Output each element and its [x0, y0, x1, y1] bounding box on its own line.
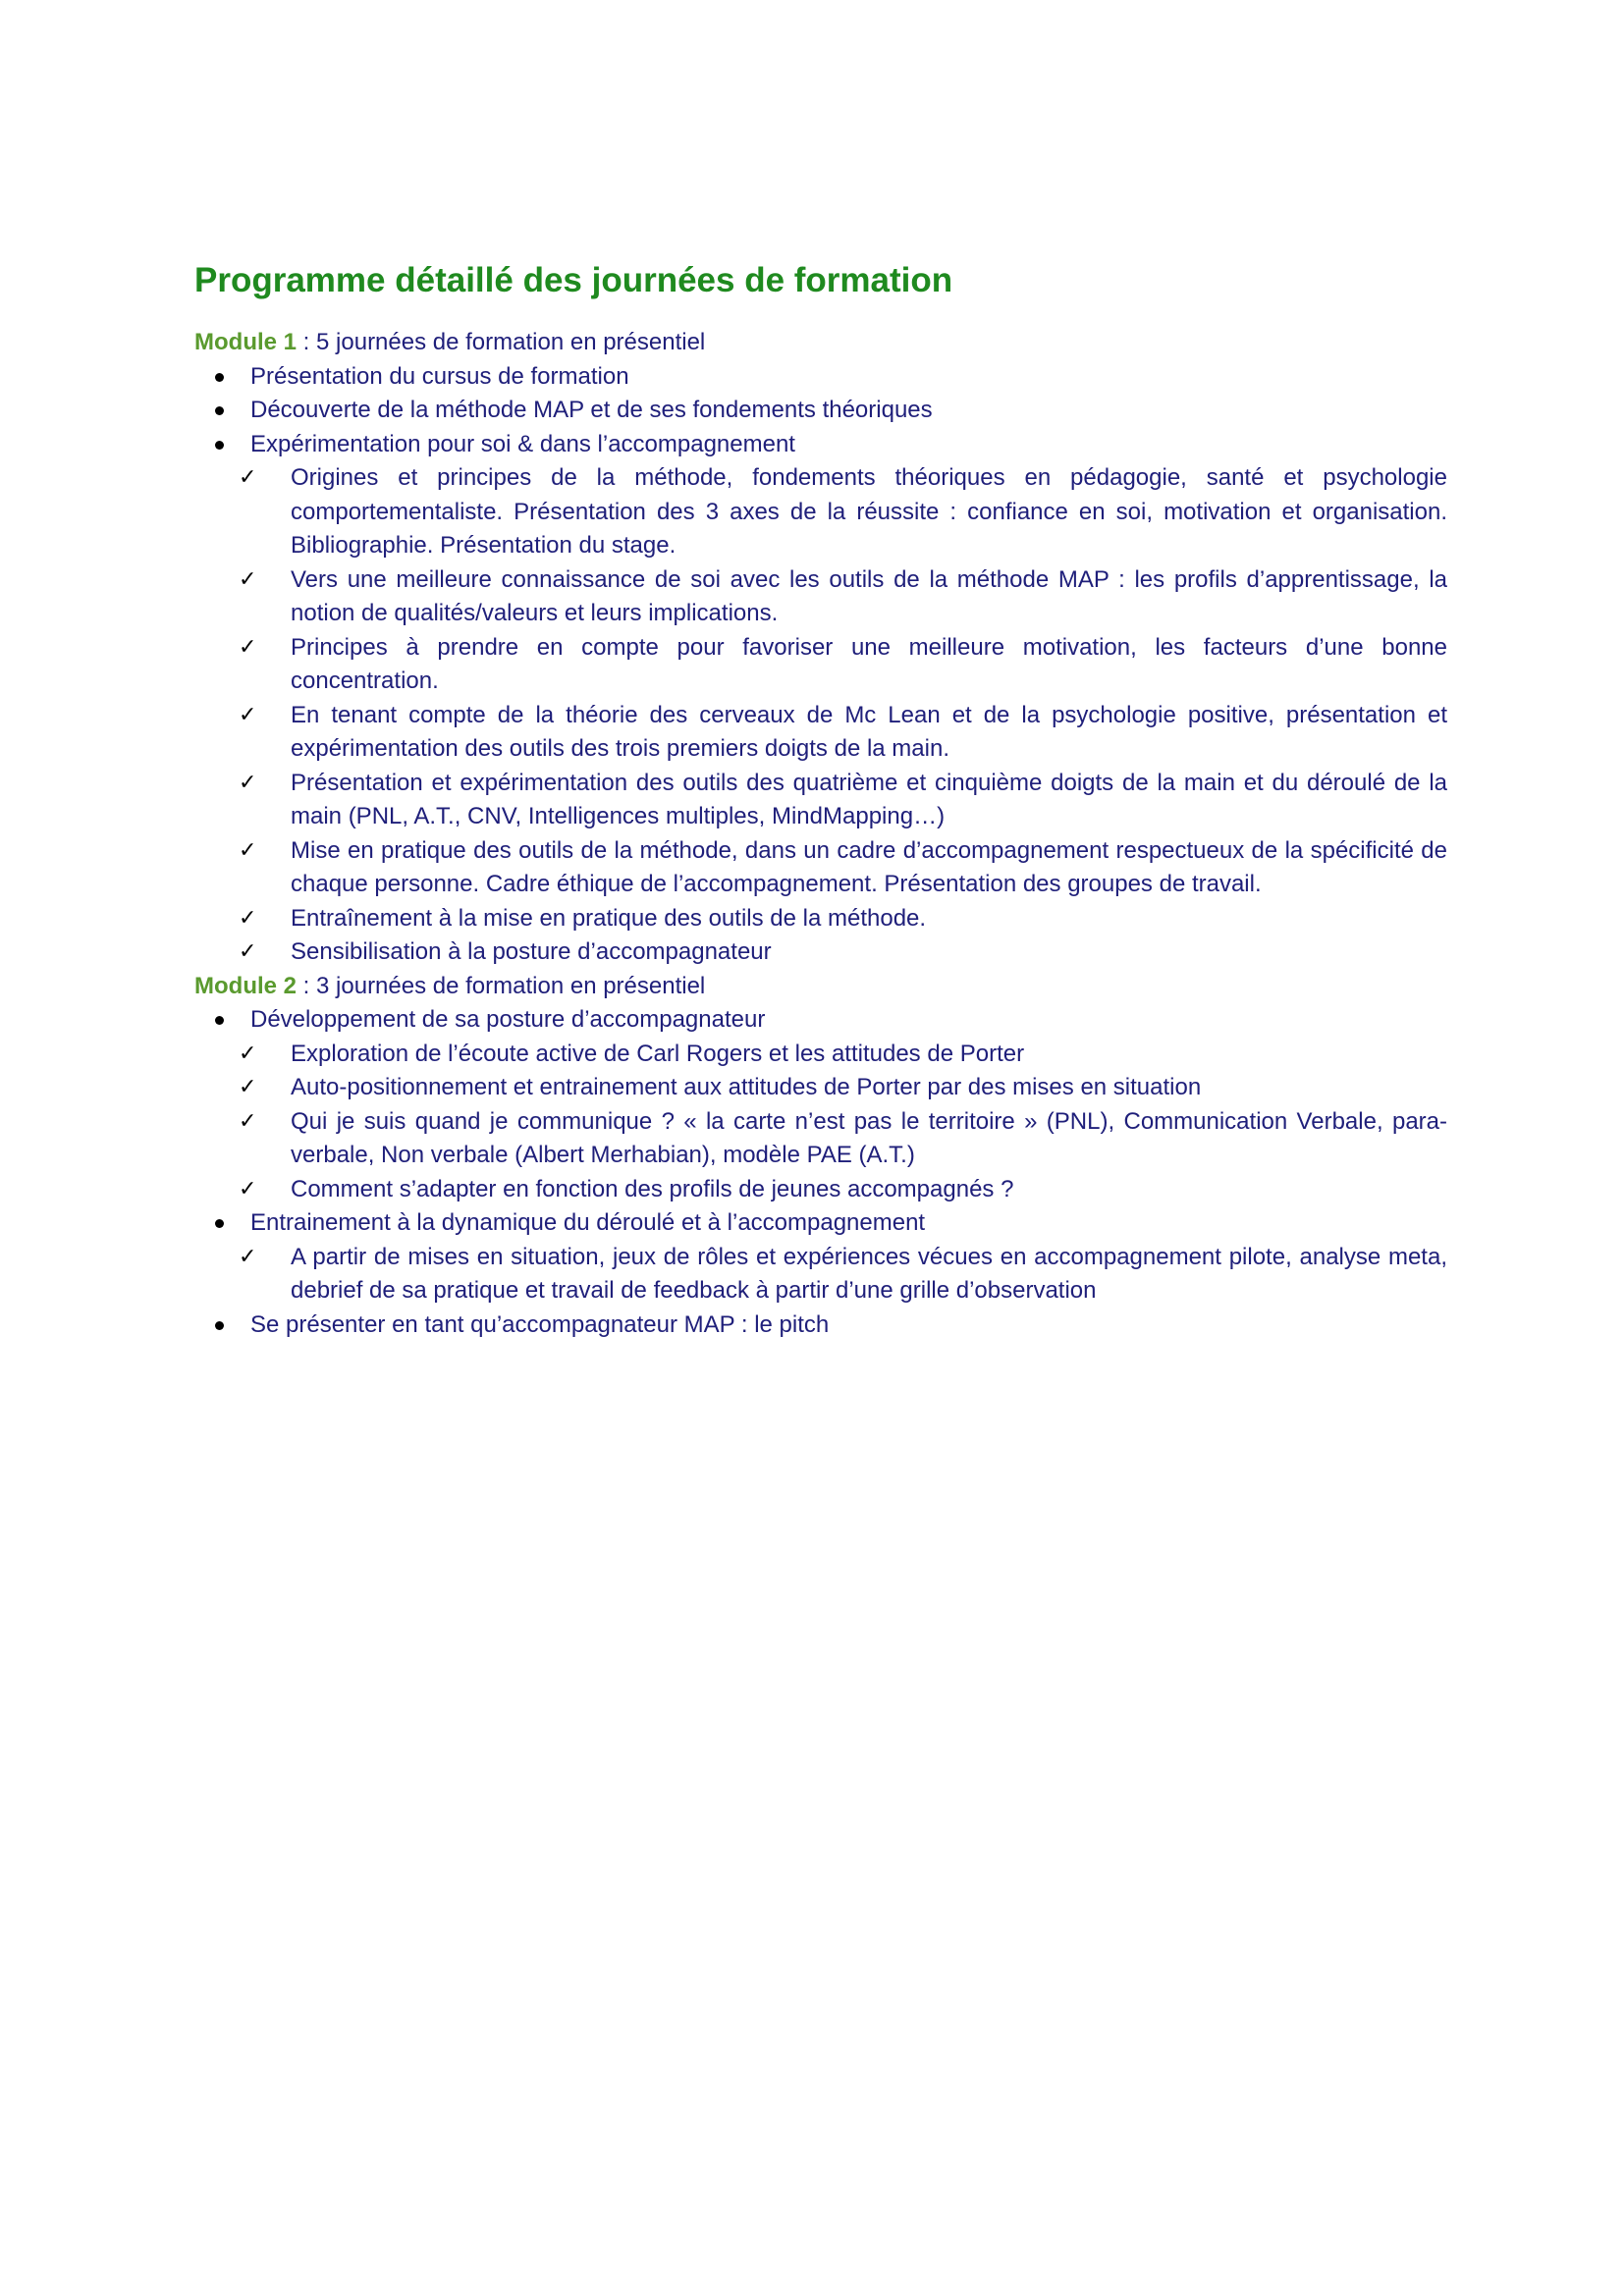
module-2-description: : 3 journées de formation en présentiel: [297, 972, 706, 999]
module-2-heading: [194, 970, 1447, 1004]
check-item: [239, 631, 1447, 699]
check-text: A partir de mises en situation, jeux de rôles et expériences vécues en accompagnement pilote, analyse meta, debrief de sa pratique et travail de feedback à partir d’une grille d’observation: [291, 1243, 1447, 1304]
list-item: [194, 360, 1447, 395]
module-2-name: Module 2: [194, 972, 298, 999]
check-text: En tenant compte de la théorie des cerveaux de Mc Lean et de la psychologie positive, présentation et expérimentation des outils des trois premiers doigts de la main.: [291, 701, 1447, 762]
check-list: [239, 1038, 1447, 1207]
check-mark-icon: ✓: [239, 1176, 257, 1201]
check-item: [239, 1241, 1447, 1308]
check-mark-icon: ✓: [239, 634, 257, 660]
bullet-dot-icon: [215, 1219, 224, 1228]
module-1-heading: [194, 326, 1447, 360]
bullet-text: Développement de sa posture d’accompagnateur: [250, 1006, 766, 1033]
check-mark-icon: ✓: [239, 566, 257, 592]
module-1-name: Module 1: [194, 329, 298, 355]
bullet-text: Se présenter en tant qu’accompagnateur MAP : le pitch: [250, 1310, 830, 1338]
check-text: Auto-positionnement et entrainement aux attitudes de Porter par des mises en situation: [291, 1074, 1202, 1100]
module-1-bullet-list: [194, 360, 1447, 970]
check-item: [239, 1071, 1447, 1105]
bullet-text: Expérimentation pour soi & dans l’accompagnement: [250, 430, 795, 457]
check-mark-icon: ✓: [239, 837, 257, 863]
list-item: [194, 394, 1447, 428]
bullet-dot-icon: [215, 1321, 224, 1330]
check-item: [239, 1173, 1447, 1207]
module-2-section: [194, 970, 1447, 1343]
check-item: [239, 935, 1447, 970]
check-text: Sensibilisation à la posture d’accompagnateur: [291, 938, 772, 965]
list-item: [194, 1003, 1447, 1206]
document-page: [194, 257, 1447, 1342]
check-item: [239, 902, 1447, 936]
check-text: Principes à prendre en compte pour favoriser une meilleure motivation, les facteurs d’une bonne concentration.: [291, 633, 1447, 694]
check-text: Vers une meilleure connaissance de soi avec les outils de la méthode MAP : les profils d’apprentissage, la notion de qualités/valeurs et leurs implications.: [291, 565, 1447, 626]
check-list: [239, 1241, 1447, 1308]
module-1-description: : 5 journées de formation en présentiel: [297, 329, 706, 355]
module-2-bullet-list: [194, 1003, 1447, 1342]
check-item: [239, 563, 1447, 631]
bullet-dot-icon: [215, 406, 224, 415]
check-mark-icon: ✓: [239, 905, 257, 931]
list-item: [194, 1206, 1447, 1308]
check-mark-icon: ✓: [239, 1075, 257, 1099]
module-1-section: [194, 326, 1447, 970]
check-text: Exploration de l’écoute active de Carl Rogers et les attitudes de Porter: [291, 1040, 1025, 1067]
check-text: Entraînement à la mise en pratique des outils de la méthode.: [291, 904, 927, 932]
list-item: [194, 1308, 1447, 1343]
bullet-dot-icon: [215, 441, 224, 450]
check-item: [239, 767, 1447, 834]
check-text: Mise en pratique des outils de la méthode, dans un cadre d’accompagnement respectueux de la spécificité de chaque personne. Cadre éthique de l’accompagnement. Présentation des groupes de travail.: [291, 836, 1447, 897]
check-text: Qui je suis quand je communique ? « la carte n’est pas le territoire » (PNL), Communication Verbale, para-verbale, Non verbale (Albert Merhabian), modèle PAE (A.T.): [291, 1107, 1447, 1168]
bullet-text: Découverte de la méthode MAP et de ses fondements théoriques: [250, 397, 933, 423]
check-item: [239, 1038, 1447, 1072]
check-item: [239, 461, 1447, 563]
check-text: Présentation et expérimentation des outils des quatrième et cinquième doigts de la main et du déroulé de la main (PNL, A.T., CNV, Intelligences multiples, MindMapping…): [291, 769, 1447, 829]
check-mark-icon: ✓: [239, 1108, 257, 1134]
bullet-dot-icon: [215, 373, 224, 382]
check-text: Comment s’adapter en fonction des profils de jeunes accompagnés ?: [291, 1175, 1014, 1202]
check-mark-icon: ✓: [239, 1244, 257, 1269]
check-mark-icon: ✓: [239, 770, 257, 795]
check-mark-icon: ✓: [239, 939, 257, 964]
bullet-dot-icon: [215, 1016, 224, 1025]
bullet-text: Entrainement à la dynamique du déroulé et à l’accompagnement: [250, 1209, 926, 1236]
check-item: [239, 699, 1447, 767]
check-mark-icon: ✓: [239, 702, 257, 727]
check-item: [239, 1105, 1447, 1173]
bullet-text: Présentation du cursus de formation: [250, 362, 629, 390]
document-title: Programme détaillé des journées de formation: [194, 261, 953, 299]
list-item: [194, 428, 1447, 970]
check-item: [239, 834, 1447, 902]
check-list: [239, 461, 1447, 970]
check-mark-icon: ✓: [239, 465, 257, 490]
check-text: Origines et principes de la méthode, fondements théoriques en pédagogie, santé et psychologie comportementaliste. Présentation des 3 axes de la réussite : confiance en soi, motivation et organisation. Bibliographie. Présentation du stage.: [291, 464, 1447, 559]
check-mark-icon: ✓: [239, 1041, 257, 1066]
